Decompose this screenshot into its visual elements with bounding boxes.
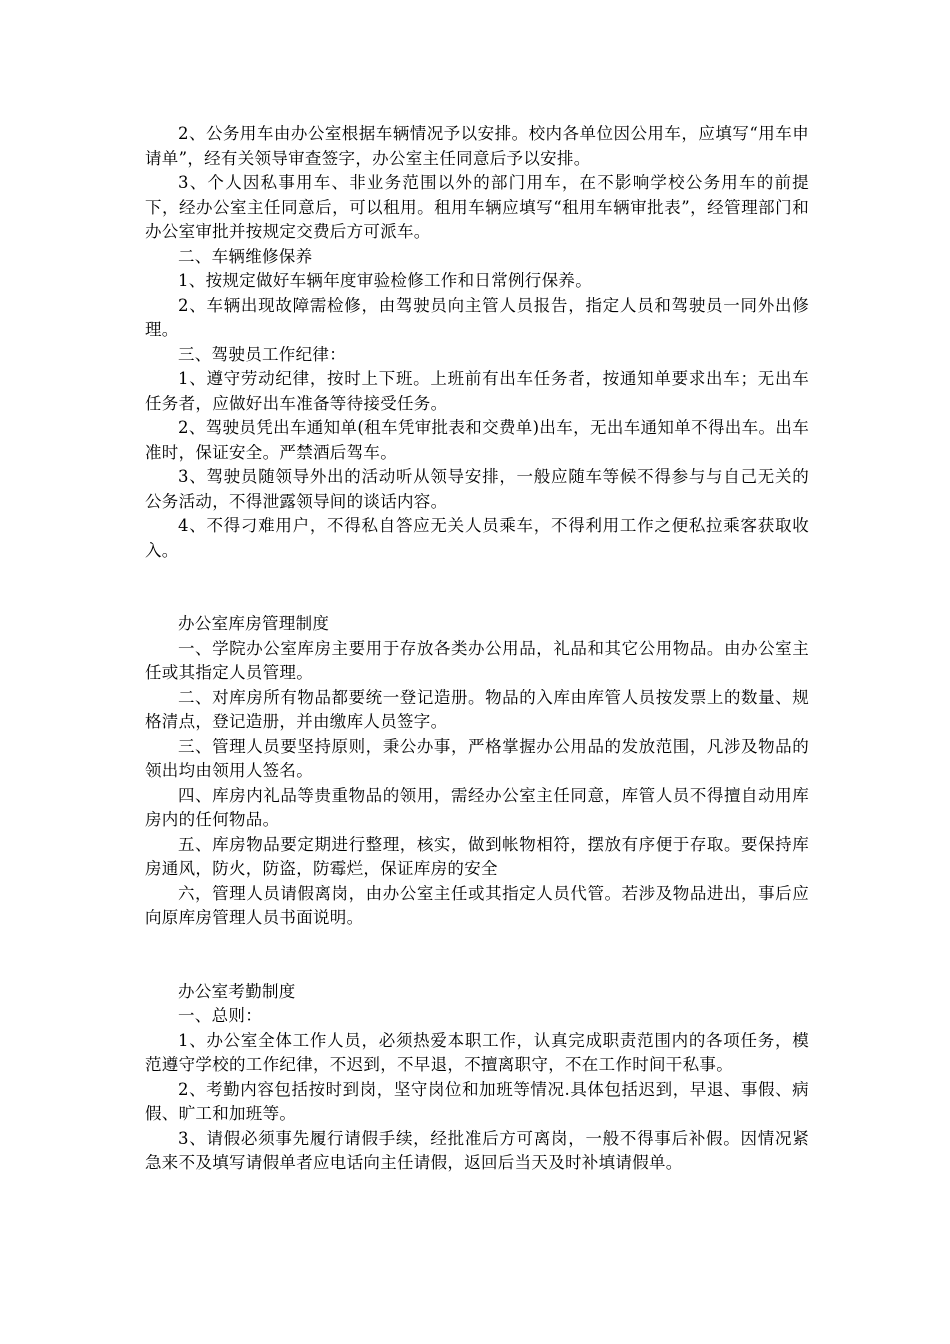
paragraph: 3、请假必须事先履行请假手续，经批准后方可离岗，一般不得事后补假。因情况紧急来不及填写请假单者应电话向主任请假，返回后当天及时补填请假单。 bbox=[145, 1128, 809, 1172]
section-spacer bbox=[145, 563, 809, 612]
paragraph: 2、驾驶员凭出车通知单(租车凭审批表和交费单)出车，无出车通知单不得出车。出车准时，保证安全。严禁酒后驾车。 bbox=[145, 418, 809, 462]
paragraph: 3、驾驶员随领导外出的活动听从领导安排，一般应随车等候不得参与与自己无关的公务活动，不得泄露领导间的谈话内容。 bbox=[145, 467, 809, 511]
paragraph: 六，管理人员请假离岗，由办公室主任或其指定人员代管。若涉及物品进出，事后应向原库房管理人员书面说明。 bbox=[145, 883, 809, 927]
paragraph: 1、遵守劳动纪律，按时上下班。上班前有出车任务者，按通知单要求出车；无出车任务者，应做好出车准备等待接受任务。 bbox=[145, 369, 809, 413]
paragraph: 二、对库房所有物品都要统一登记造册。物品的入库由库管人员按发票上的数量、规格清点，登记造册，并由缴库人员签字。 bbox=[145, 687, 809, 731]
paragraph: 五、库房物品要定期进行整理，核实，做到帐物相符，摆放有序便于存取。要保持库房通风，防火，防盗，防霉烂，保证库房的安全 bbox=[145, 834, 809, 878]
paragraph: 1、办公室全体工作人员，必须热爱本职工作，认真完成职责范围内的各项任务，模范遵守学校的工作纪律，不迟到，不早退，不擅离职守，不在工作时间干私事。 bbox=[145, 1030, 809, 1074]
subheading: 一、总则： bbox=[178, 1006, 262, 1025]
paragraph: 3、个人因私事用车、非业务范围以外的部门用车，在不影响学校公务用车的前提下，经办公室主任同意后，可以租用。租用车辆应填写“租用车辆审批表”，经管理部门和办公室审批并按规定交费后方可派车。 bbox=[145, 173, 809, 241]
paragraph: 4、不得刁难用户，不得私自答应无关人员乘车，不得利用工作之便私拉乘客获取收入。 bbox=[145, 516, 809, 560]
vehicle-rules-section bbox=[145, 122, 809, 563]
storeroom-rules-section bbox=[145, 612, 809, 931]
paragraph: 1、按规定做好车辆年度审验检修工作和日常例行保养。 bbox=[178, 271, 592, 290]
paragraph: 三、管理人员要坚持原则，秉公办事，严格掌握办公用品的发放范围，凡涉及物品的领出均由领用人签名。 bbox=[145, 736, 809, 780]
attendance-rules-section bbox=[145, 980, 809, 1176]
paragraph: 2、车辆出现故障需检修，由驾驶员向主管人员报告，指定人员和驾驶员一同外出修理。 bbox=[145, 295, 809, 339]
section-title: 办公室考勤制度 bbox=[178, 981, 296, 1001]
paragraph: 四、库房内礼品等贵重物品的领用，需经办公室主任同意，库管人员不得擅自动用库房内的任何物品。 bbox=[145, 785, 809, 829]
paragraph: 2、考勤内容包括按时到岗，坚守岗位和加班等情况.具体包括迟到，早退、事假、病假、旷工和加班等。 bbox=[145, 1079, 809, 1123]
subheading: 三、驾驶员工作纪律： bbox=[178, 344, 346, 364]
document-page bbox=[145, 122, 809, 1176]
section-title: 办公室库房管理制度 bbox=[178, 614, 330, 633]
subheading: 二、车辆维修保养 bbox=[178, 246, 313, 266]
section-spacer bbox=[145, 931, 809, 980]
paragraph: 2、公务用车由办公室根据车辆情况予以安排。校内各单位因公用车，应填写“用车申请单”，经有关领导审查签字，办公室主任同意后予以安排。 bbox=[145, 124, 809, 168]
paragraph: 一、学院办公室库房主要用于存放各类办公用品，礼品和其它公用物品。由办公室主任或其指定人员管理。 bbox=[145, 638, 809, 682]
